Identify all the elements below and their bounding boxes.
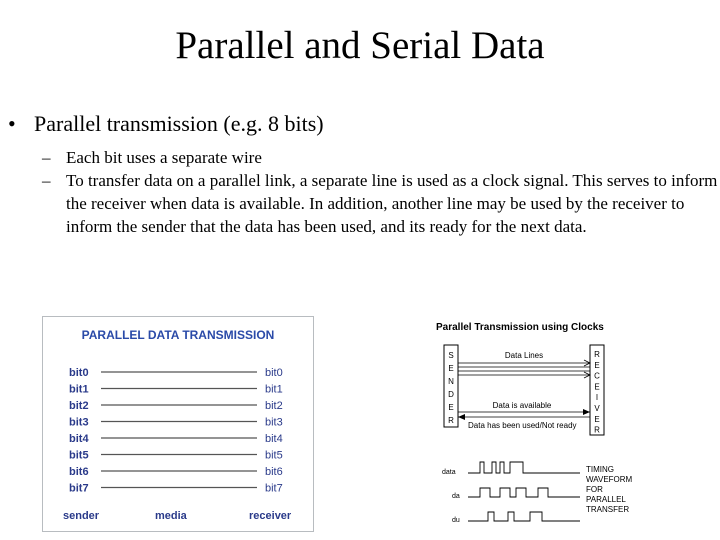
receiver-bit-label: bit6 bbox=[265, 466, 283, 478]
du-waveform bbox=[468, 512, 580, 521]
data-used-label: Data has been used/Not ready bbox=[468, 421, 577, 430]
sender-letter: E bbox=[448, 364, 454, 373]
receiver-letter: I bbox=[595, 393, 599, 403]
data-available-label: Data is available bbox=[492, 401, 552, 410]
receiver-bit-label: bit4 bbox=[265, 433, 283, 445]
sender-letter: S bbox=[448, 351, 454, 360]
receiver-letter: V bbox=[594, 404, 600, 413]
sender-letter: R bbox=[448, 416, 454, 425]
subitem-text: Each bit uses a separate wire bbox=[66, 148, 262, 167]
signal-label-da: da bbox=[452, 493, 460, 500]
slide-title: Parallel and Serial Data bbox=[175, 24, 545, 67]
receiver-bit-label: bit3 bbox=[265, 416, 283, 429]
data-waveform bbox=[468, 462, 580, 473]
bullet-text: Parallel transmission (e.g. 8 bits) bbox=[34, 111, 324, 136]
sender-bit-label: bit3 bbox=[69, 416, 89, 429]
receiver-bit-label: bit2 bbox=[265, 400, 283, 412]
caption-line: PARALLEL bbox=[586, 495, 626, 504]
receiver-letter: E bbox=[594, 414, 600, 424]
signal-label-du: du bbox=[452, 517, 460, 524]
receiver-letters bbox=[594, 350, 600, 435]
sender-letter: N bbox=[448, 377, 454, 386]
parallel-transmission-clocks-figure bbox=[418, 316, 718, 536]
receiver-bit-label: bit1 bbox=[265, 383, 283, 396]
caption-line: TRANSFER bbox=[586, 505, 630, 514]
subitem-dash: – bbox=[42, 148, 51, 167]
caption-line: FOR bbox=[586, 485, 603, 494]
sender-bit-label: bit0 bbox=[69, 367, 89, 379]
da-waveform bbox=[468, 488, 580, 497]
receiver-letter: C bbox=[594, 371, 600, 381]
data-lines-label: Data Lines bbox=[504, 351, 544, 360]
sender-letters bbox=[448, 351, 454, 425]
receiver-letter: E bbox=[594, 360, 600, 370]
sender-letter: D bbox=[448, 390, 454, 399]
subitem-text: To transfer data on a parallel link, a separate line is used as a clock signal. This serves to inform the receiver when data is available. In addition, another line may be used by the receiver to inform the sender that the data has been used, and its ready for the next data. bbox=[66, 171, 718, 236]
subitem-dash: – bbox=[42, 171, 51, 190]
figure-title: PARALLEL DATA TRANSMISSION bbox=[81, 328, 275, 342]
sender-bit-label: bit6 bbox=[69, 466, 89, 478]
sender-label: sender bbox=[63, 510, 100, 522]
bullet-dot: • bbox=[8, 111, 16, 136]
figure-title: Parallel Transmission using Clocks bbox=[436, 322, 604, 333]
sender-bit-label: bit1 bbox=[69, 383, 89, 396]
caption-line: TIMING bbox=[586, 465, 614, 474]
signal-label-data: data bbox=[442, 469, 456, 476]
media-label: media bbox=[155, 510, 187, 522]
sender-bit-label: bit2 bbox=[69, 400, 89, 412]
timing-caption bbox=[586, 465, 633, 514]
bit-lines bbox=[69, 367, 283, 495]
sender-letter: E bbox=[448, 403, 454, 412]
receiver-bit-label: bit0 bbox=[265, 367, 283, 379]
receiver-letter: R bbox=[594, 425, 600, 435]
sender-bit-label: bit7 bbox=[69, 482, 89, 495]
sender-bit-label: bit4 bbox=[69, 433, 89, 445]
receiver-bit-label: bit5 bbox=[265, 449, 283, 462]
receiver-bit-label: bit7 bbox=[265, 482, 283, 495]
receiver-letter: R bbox=[594, 350, 600, 359]
parallel-data-transmission-figure bbox=[42, 316, 314, 532]
receiver-label: receiver bbox=[249, 510, 292, 522]
sender-bit-label: bit5 bbox=[69, 449, 89, 462]
caption-line: WAVEFORM bbox=[586, 475, 633, 484]
receiver-letter: E bbox=[594, 382, 600, 392]
